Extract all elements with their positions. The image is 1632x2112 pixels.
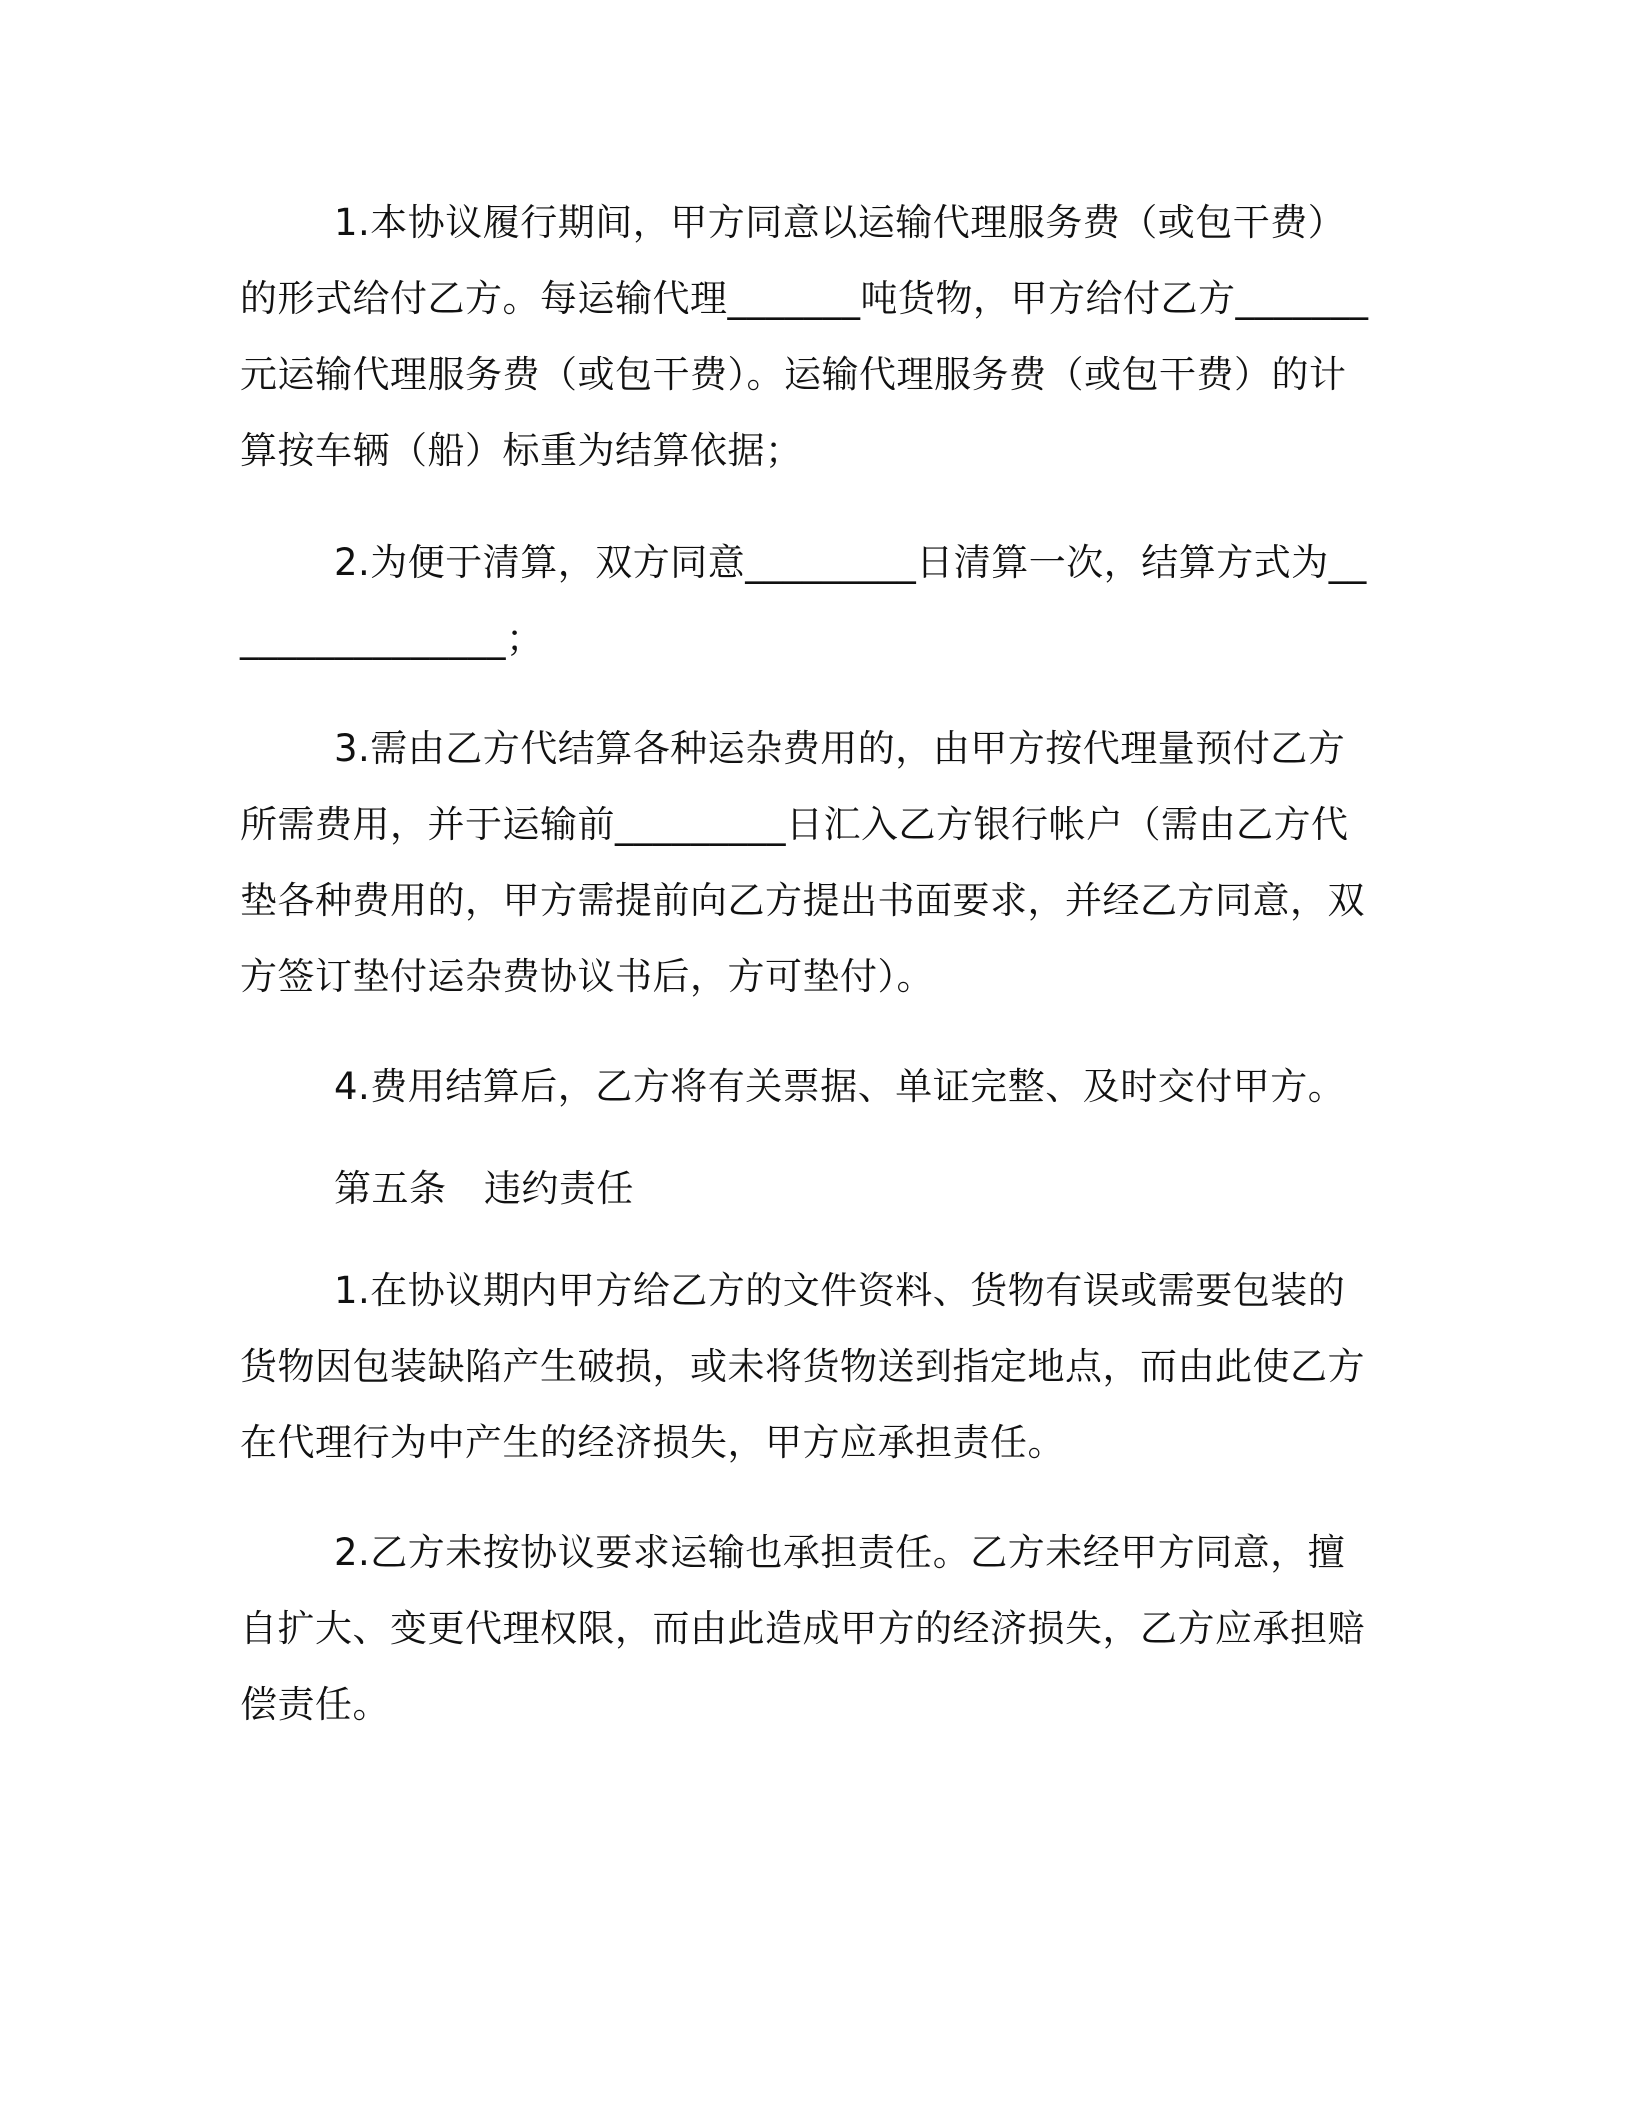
section-heading-liability: 第五条 违约责任: [334, 1167, 634, 1210]
paragraph-settlement-period: 2.为便于清算，双方同意_________日清算一次，结算方式为________________；: [240, 541, 1367, 660]
document-body: [240, 185, 1375, 1743]
paragraph-payment-fee: 1.本协议履行期间，甲方同意以运输代理服务费（或包干费）的形式给付乙方。每运输代理_______吨货物，甲方给付乙方_______元运输代理服务费（或包干费）。运输代理服务费（或包干费）的计算按车辆（船）标重为结算依据；: [240, 201, 1369, 472]
paragraph-advance-payment: 3.需由乙方代结算各种运杂费用的，由甲方按代理量预付乙方所需费用，并于运输前_________日汇入乙方银行帐户（需由乙方代垫各种费用的，甲方需提前向乙方提出书面要求，并经乙方同意，双方签订垫付运杂费协议书后，方可垫付）。: [240, 727, 1365, 998]
paragraph-party-b-liability: 2.乙方未按协议要求运输也承担责任。乙方未经甲方同意，擅自扩大、变更代理权限，而由此造成甲方的经济损失，乙方应承担赔偿责任。: [240, 1531, 1365, 1726]
paragraph-documents-delivery: 4.费用结算后，乙方将有关票据、单证完整、及时交付甲方。: [334, 1065, 1346, 1108]
paragraph-party-a-liability: 1.在协议期内甲方给乙方的文件资料、货物有误或需要包装的货物因包装缺陷产生破损，或未将货物送到指定地点，而由此使乙方在代理行为中产生的经济损失，甲方应承担责任。: [240, 1269, 1365, 1464]
